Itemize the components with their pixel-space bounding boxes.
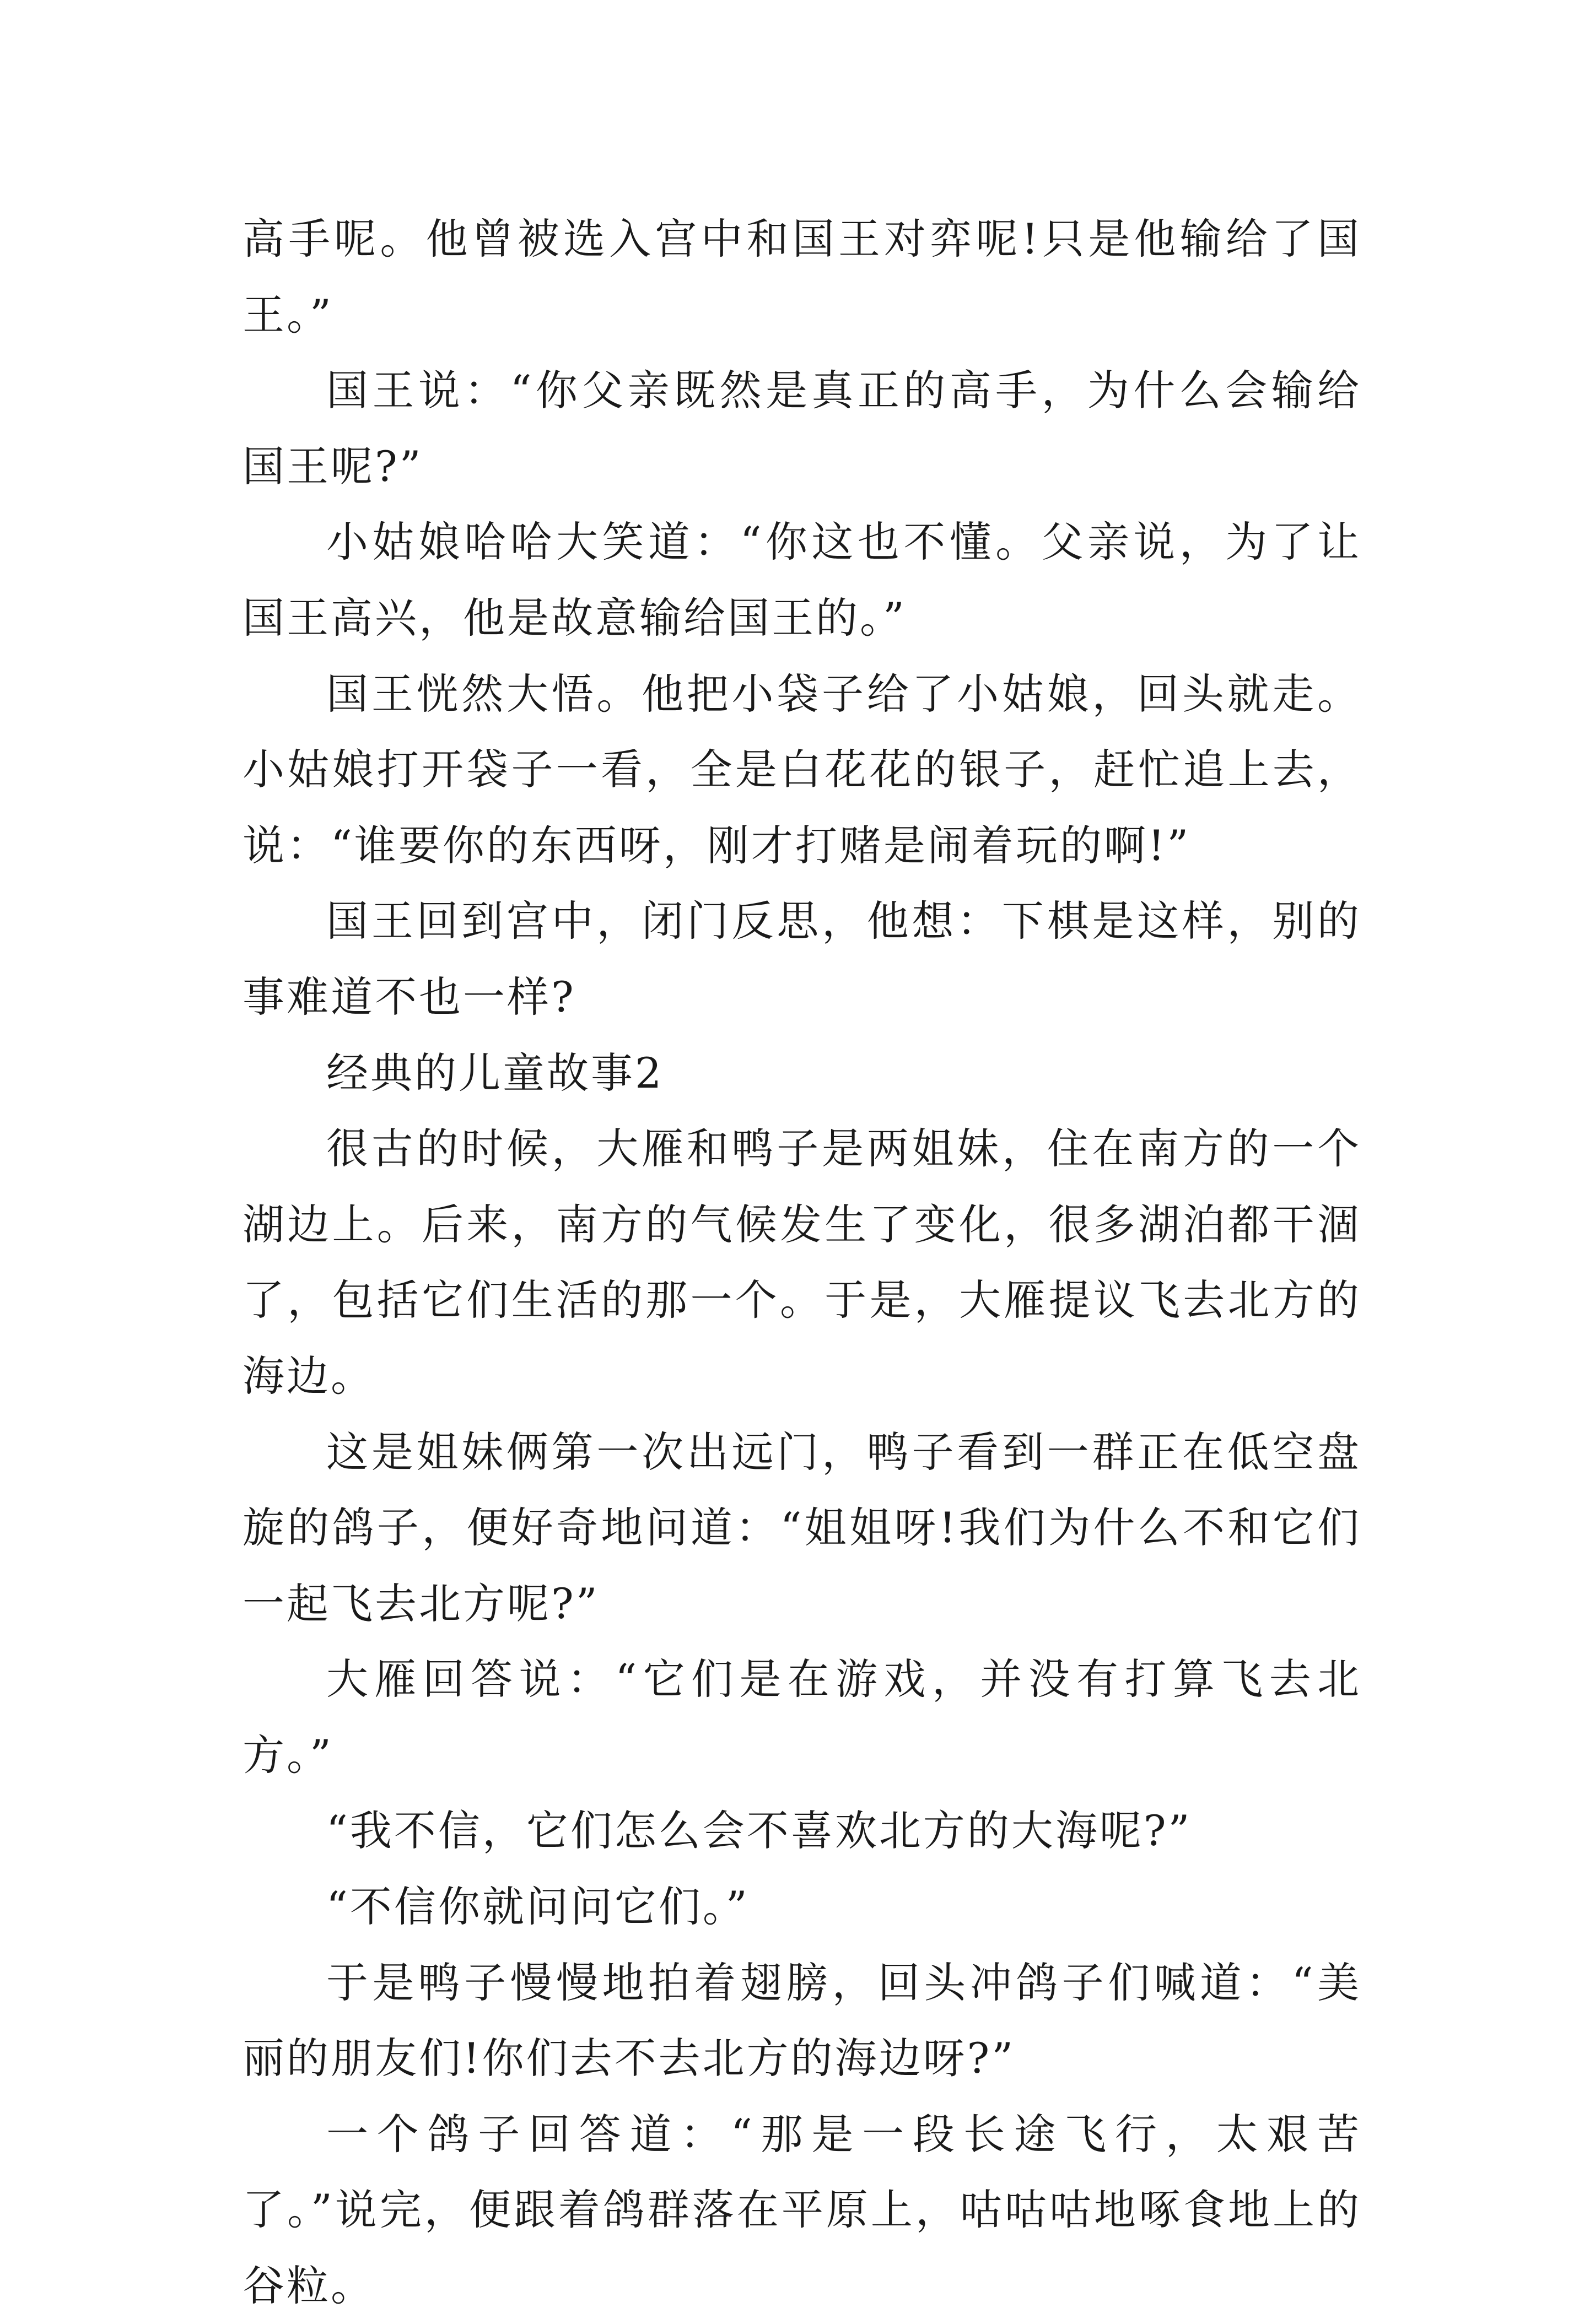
paragraph: “我不信，它们怎么会不喜欢北方的大海呢?” — [326, 1806, 1192, 1856]
paragraph: 小姑娘哈哈大笑道：“你这也不懂。父亲说，为了让国王高兴，他是故意输给国王的。” — [243, 517, 1361, 642]
paragraph: 一个鸽子回答道：“那是一段长途飞行，太艰苦了。”说完，便跟着鸽群落在平原上，咕咕咕地啄食地上的谷粒。 — [243, 2109, 1361, 2311]
document-body — [243, 201, 1361, 2324]
paragraph-continuation: 高手呢。他曾被选入宫中和国王对弈呢!只是他输给了国王。” — [243, 214, 1361, 339]
paragraph: “不信你就问问它们。” — [326, 1882, 750, 1932]
paragraph: 国王恍然大悟。他把小袋子给了小姑娘，回头就走。小姑娘打开袋子一看，全是白花花的银子，赶忙追上去，说：“谁要你的东西呀，刚才打赌是闹着玩的啊!” — [243, 669, 1361, 870]
paragraph: 大雁回答说：“它们是在游戏，并没有打算飞去北方。” — [243, 1655, 1361, 1780]
paragraph: 于是鸭子慢慢地拍着翅膀，回头冲鸽子们喊道：“美丽的朋友们!你们去不去北方的海边呀?” — [243, 1958, 1361, 2083]
section-heading: 经典的儿童故事2 — [326, 1048, 664, 1098]
paragraph: 很古的时候，大雁和鸭子是两姐妹，住在南方的一个湖边上。后来，南方的气候发生了变化，很多湖泊都干涸了，包括它们生活的那一个。于是，大雁提议飞去北方的海边。 — [243, 1124, 1361, 1401]
paragraph: 国王说：“你父亲既然是真正的高手，为什么会输给国王呢?” — [243, 366, 1361, 491]
paragraph: 这是姐妹俩第一次出远门，鸭子看到一群正在低空盘旋的鸽子，便好奇地问道：“姐姐呀!我们为什么不和它们一起飞去北方呢?” — [243, 1427, 1361, 1628]
paragraph: 国王回到宫中，闭门反思，他想：下棋是这样，别的事难道不也一样? — [243, 896, 1361, 1022]
